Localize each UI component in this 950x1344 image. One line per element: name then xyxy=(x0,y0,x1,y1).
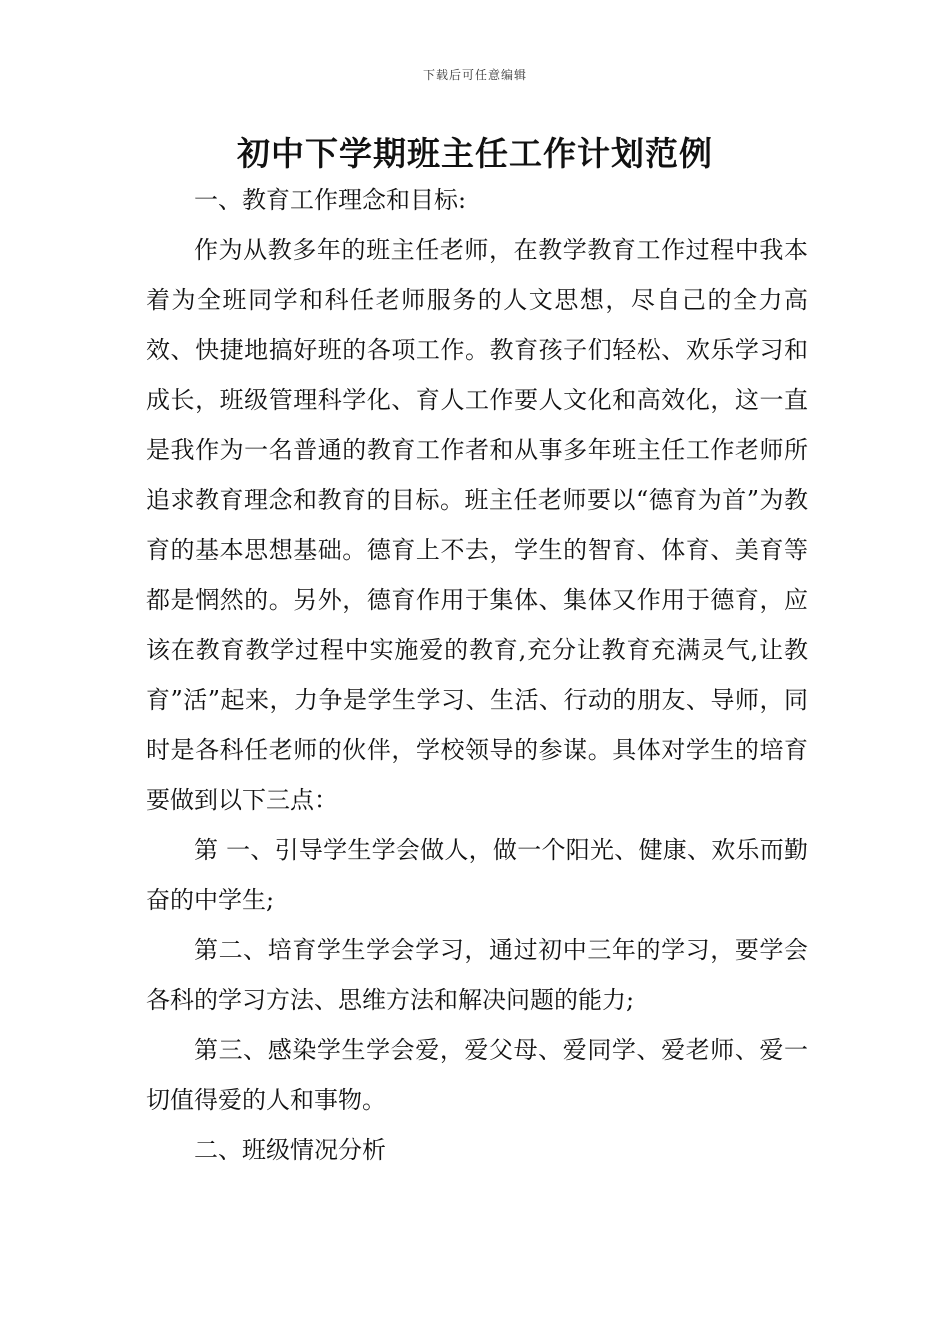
document-body xyxy=(146,175,808,1175)
section-heading-class-analysis: 二、班级情况分析 xyxy=(194,1136,386,1164)
paragraph-point-two: 第二、培育学生学会学习，通过初中三年的学习，要学会各科的学习方法、思维方法和解决问题的能力; xyxy=(146,936,808,1014)
paragraph-point-one: 第 一、引导学生学会做人，做一个阳光、健康、欢乐而勤奋的中学生; xyxy=(146,836,808,914)
paragraph-philosophy: 作为从教多年的班主任老师，在教学教育工作过程中我本着为全班同学和科任老师服务的人文思想，尽自己的全力高效、快捷地搞好班的各项工作。教育孩子们轻松、欢乐学习和成长，班级管理科学化、育人工作要人文化和高效化，这一直是我作为一名普通的教育工作者和从事多年班主任工作老师所追求教育理念和教育的目标。班主任老师要以“德育为首”为教育的基本思想基础。德育上不去，学生的智育、体育、美育等都是惘然的。另外，德育作用于集体、集体又作用于德育，应该在教育教学过程中实施爱的教育,充分让教育充满灵气,让教育”活”起来，力争是学生学习、生活、行动的朋友、导师，同时是各科任老师的伙伴，学校领导的参谋。具体对学生的培育要做到以下三点： xyxy=(146,236,808,814)
header-note: 下载后可任意编辑 xyxy=(422,68,527,82)
paragraph-point-three: 第三、感染学生学会爱，爱父母、爱同学、爱老师、爱一切值得爱的人和事物。 xyxy=(146,1036,808,1114)
section-heading-goals: 一、教育工作理念和目标: xyxy=(194,186,467,214)
document-title: 初中下学期班主任工作计划范例 xyxy=(237,134,713,173)
